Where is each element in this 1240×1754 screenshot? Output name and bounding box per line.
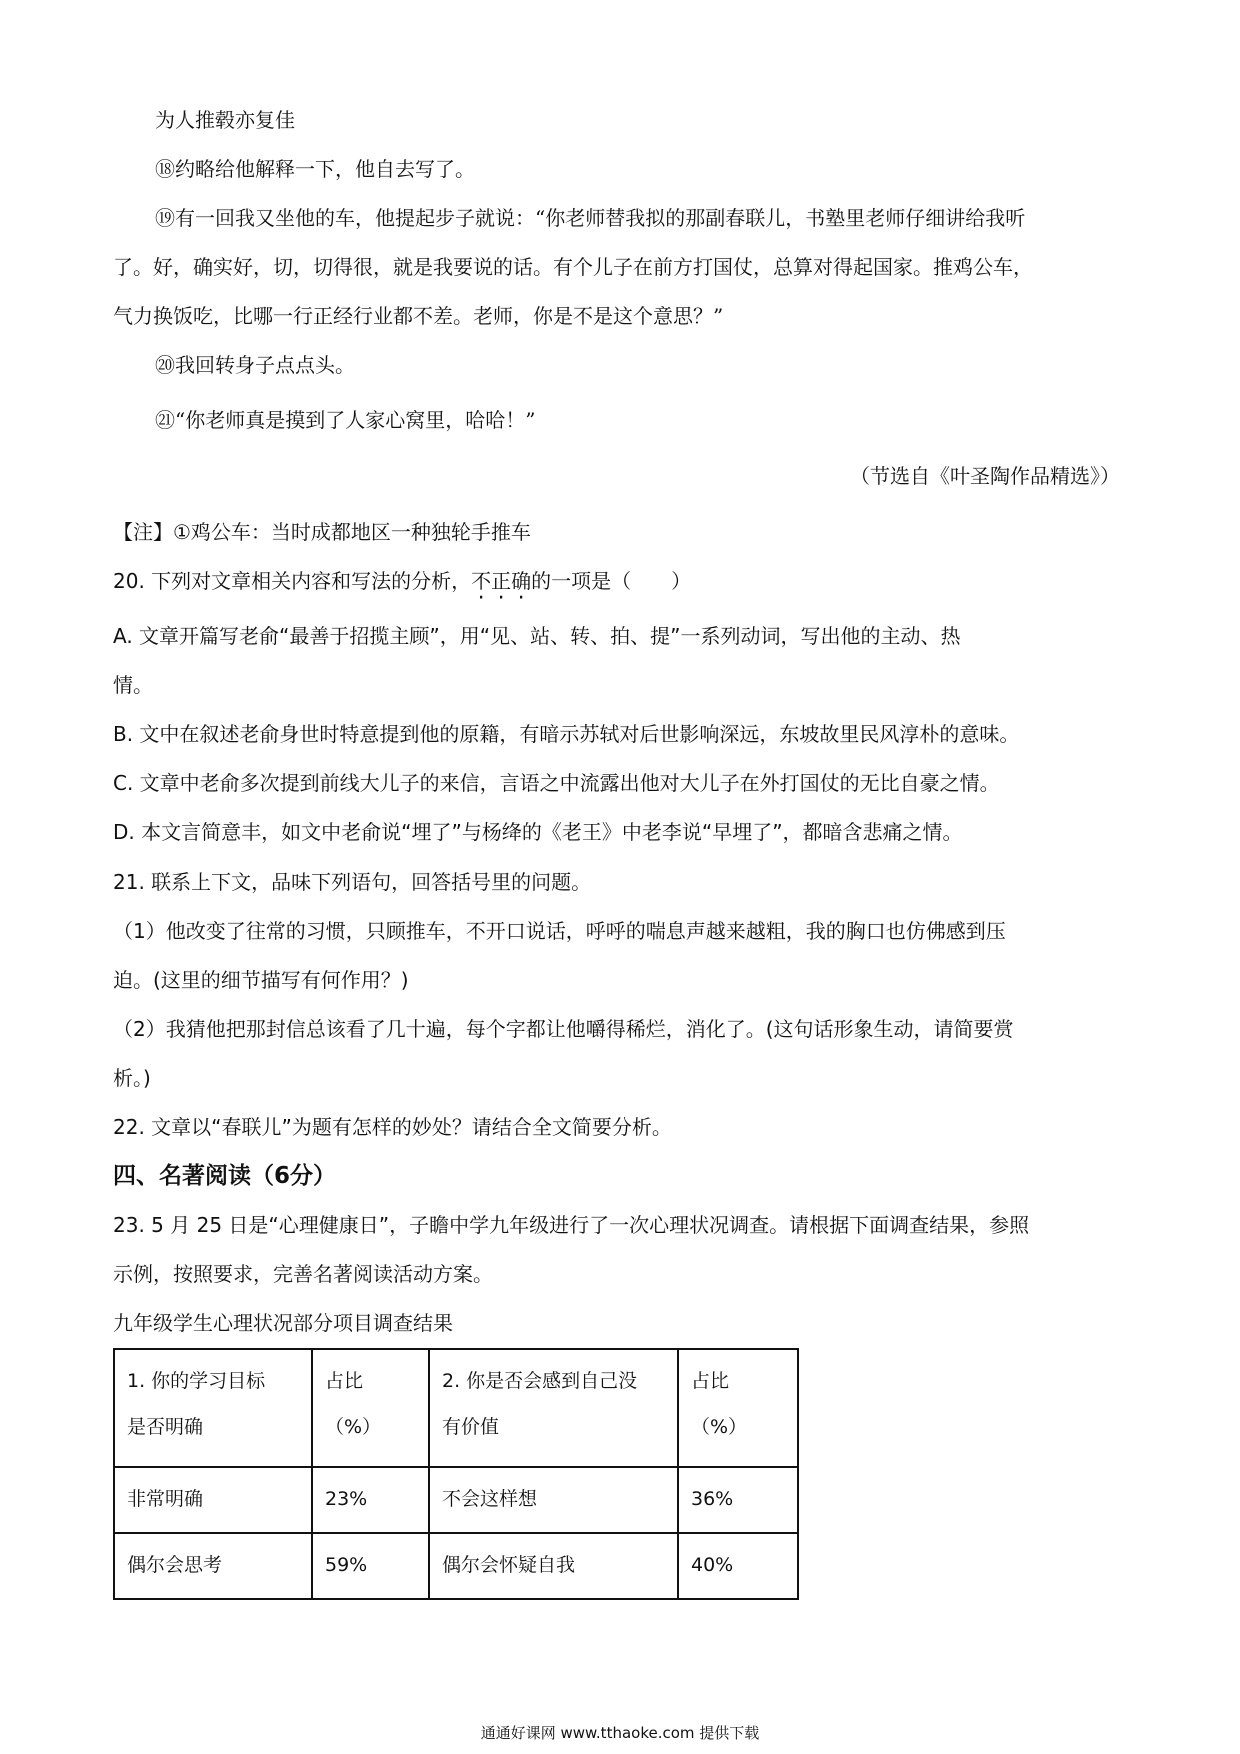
table-cell: 23% xyxy=(312,1467,429,1533)
emphasis-char: 确 xyxy=(511,569,532,593)
header-cell-percent-2: 占比 （%） xyxy=(678,1349,798,1467)
table-cell: 59% xyxy=(312,1533,429,1599)
question-21-stem: 21. 联系上下文，品味下列语句，回答括号里的问题。 xyxy=(113,870,592,894)
paragraph-19-line-1: ⑲有一回我又坐他的车，他提起步子就说：“你老师替我拟的那副春联儿，书塾里老师仔细讲给我听 xyxy=(155,206,1026,230)
table-cell: 偶尔会怀疑自我 xyxy=(429,1533,678,1599)
question-20-stem xyxy=(113,567,691,595)
question-21-item-1-line-2: 迫。(这里的细节描写有何作用？) xyxy=(113,968,409,992)
table-header-row xyxy=(114,1349,798,1467)
section-4-heading: 四、名著阅读（6分） xyxy=(113,1163,337,1189)
option-a-line-1: A. 文章开篇写老俞“最善于招揽主顾”，用“见、站、转、拍、提”一系列动词，写出他的主动、热 xyxy=(113,624,961,648)
option-a-line-2: 情。 xyxy=(113,673,153,697)
poem-line: 为人推毂亦复佳 xyxy=(155,108,295,132)
paragraph-19-line-2: 了。好，确实好，切，切得很，就是我要说的话。有个儿子在前方打国仗，总算对得起国家。推鸡公车， xyxy=(113,255,1033,279)
paragraph-21: ㉑“你老师真是摸到了人家心窝里，哈哈！” xyxy=(155,408,536,432)
table-cell: 36% xyxy=(678,1467,798,1533)
question-22: 22. 文章以“春联儿”为题有怎样的妙处？请结合全文简要分析。 xyxy=(113,1115,672,1139)
option-c: C. 文章中老俞多次提到前线大儿子的来信，言语之中流露出他对大儿子在外打国仗的无比自豪之情。 xyxy=(113,771,1000,795)
table-row xyxy=(114,1533,798,1599)
paragraph-19-line-3: 气力换饭吃，比哪一行正经行业都不差。老师，你是不是这个意思？” xyxy=(113,304,724,328)
option-d: D. 本文言简意丰，如文中老俞说“埋了”与杨绛的《老王》中老李说“早埋了”，都暗含悲痛之情。 xyxy=(113,820,963,844)
table-cell: 偶尔会思考 xyxy=(114,1533,312,1599)
survey-table xyxy=(113,1348,799,1600)
annotation-note: 【注】①鸡公车：当时成都地区一种独轮手推车 xyxy=(113,520,531,544)
table-cell: 不会这样想 xyxy=(429,1467,678,1533)
header-cell-question-1: 1. 你的学习目标 是否明确 xyxy=(114,1349,312,1467)
table-cell: 非常明确 xyxy=(114,1467,312,1533)
table-caption: 九年级学生心理状况部分项目调查结果 xyxy=(113,1311,453,1335)
table-cell: 40% xyxy=(678,1533,798,1599)
question-23-line-2: 示例，按照要求，完善名著阅读活动方案。 xyxy=(113,1262,493,1286)
header-cell-percent-1: 占比 （%） xyxy=(312,1349,429,1467)
page-footer: 通通好课网 www.tthaoke.com 提供下载 xyxy=(480,1724,760,1742)
emphasis-char: 正 xyxy=(491,569,512,593)
option-b: B. 文中在叙述老俞身世时特意提到他的原籍，有暗示苏轼对后世影响深远，东坡故里民风淳朴的意味。 xyxy=(113,722,1020,746)
paragraph-20: ⑳我回转身子点点头。 xyxy=(155,353,355,377)
question-21-item-2-line-2: 析。) xyxy=(113,1066,151,1090)
question-23-line-1: 23. 5 月 25 日是“心理健康日”，子瞻中学九年级进行了一次心理状况调查。请根据下面调查结果，参照 xyxy=(113,1213,1030,1237)
question-20-stem-pre: 20. 下列对文章相关内容和写法的分析， xyxy=(113,569,472,593)
paragraph-18: ⑱约略给他解释一下，他自去写了。 xyxy=(155,157,475,181)
header-cell-question-2: 2. 你是否会感到自己没 有价值 xyxy=(429,1349,678,1467)
emphasis-char: 不 xyxy=(471,569,492,593)
question-21-item-1-line-1: （1）他改变了往常的习惯，只顾推车，不开口说话，呼呼的喘息声越来越粗，我的胸口也仿佛感到压 xyxy=(113,919,1006,943)
question-21-item-2-line-1: （2）我猜他把那封信总该看了几十遍，每个字都让他嚼得稀烂，消化了。(这句话形象生动，请简要赏 xyxy=(113,1017,1014,1041)
source-citation: （节选自《叶圣陶作品精选》） xyxy=(850,464,1120,488)
table-row xyxy=(114,1467,798,1533)
question-20-stem-post: 的一项是（ ） xyxy=(531,569,692,593)
